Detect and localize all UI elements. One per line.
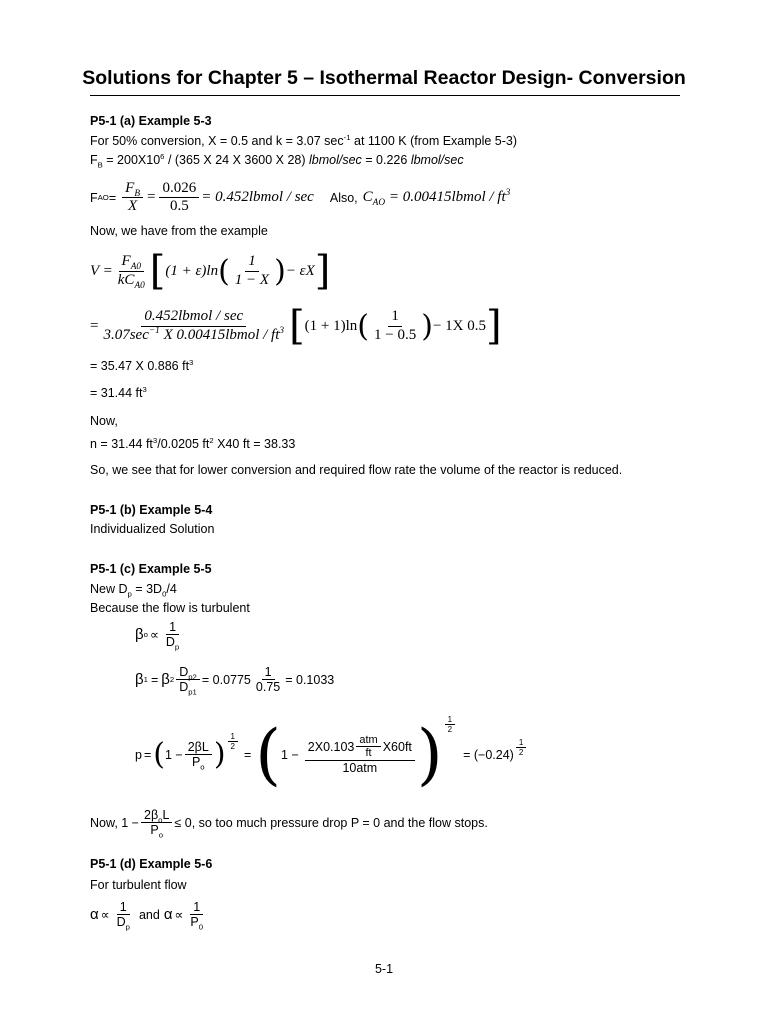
substituted-equation: = $\frac{\text{0.452lbmol / sec}}{3.07\sec^{-1} X 0.00415lbmol / ft^3}$ [ (1 + 1)ln ( $\frac{1}{1 - 0.5}$ ) − 1X 0.5 ] bbox=[90, 303, 502, 349]
p1a-now-example: Now, we have from the example bbox=[90, 224, 268, 238]
n-calculation: n = 31.44 $ft^3/0.0205$ $ft^2$ X40 ft = 38.33 bbox=[90, 435, 296, 451]
p1d-text: For turbulent flow bbox=[90, 878, 187, 892]
p1c-now-condition: Now, 1 − $\frac{2\beta_oL}{P_o}$ ≤ 0 , so too much pressure drop P = 0 and the flow stops. bbox=[90, 808, 488, 840]
result-line-2: = 31.44 $ft^3$ bbox=[90, 384, 147, 400]
page-title: Solutions for Chapter 5 – Isothermal Reactor Design- Conversion bbox=[82, 67, 686, 89]
p1b-text: Individualized Solution bbox=[90, 522, 215, 536]
beta1-equation: β 1 = β 2 $\frac{D_{p2}}{D_{p1}}$ = 0.0775 $\frac{1}{0.75}$ = 0.1033 bbox=[135, 665, 335, 697]
page-number: 5-1 bbox=[374, 962, 394, 976]
p1a-line1: For 50% conversion, X = 0.5 and k = 3.07 $\sec^{-1}$ at 1100 K (from Example 5-3) bbox=[90, 132, 518, 148]
volume-equation: V = $\frac{F_{A0}}{kC_{A0}}$ [ (1 + ε)ln ( $\frac{1}{1 - X}$ ) − εX ] bbox=[90, 248, 331, 294]
p1a-line2: $F_B = 200X10^6 / (365$ X 24 X 3600 X 28) lbmol/sec = 0.226 lbmol/sec bbox=[90, 151, 464, 170]
heading-p5-1b: P5-1 (b) Example 5-4 bbox=[90, 503, 213, 517]
heading-p5-1c: P5-1 (c) Example 5-5 bbox=[90, 562, 212, 576]
result-line-1: = 35.47 X 0.886 $ft^3$ bbox=[90, 357, 194, 373]
beta0-proportional: β o ∝ $\frac{1}{D_p}$ bbox=[135, 620, 180, 652]
p1c-line2: Because the flow is turbulent bbox=[90, 601, 250, 615]
alpha-proportional: α ∝ $\frac{1}{D_p}$ and α ∝ $\frac{1}{P_0}$ bbox=[90, 900, 204, 932]
p1a-conclusion: So, we see that for lower conversion and required flow rate the volume of the reactor is reduced. bbox=[90, 463, 623, 477]
fao-equation: F AO = $\frac{F_B}{X}$ = $\frac{0.026}{0.5}$ = 0.452lbmol / sec Also, $C_{AO}$ = 0.00415lbmol / $ft^3$ bbox=[90, 180, 511, 215]
title-rule bbox=[90, 95, 680, 96]
now-line: Now, bbox=[90, 414, 118, 428]
heading-p5-1a: P5-1 (a) Example 5-3 bbox=[90, 114, 212, 128]
heading-p5-1d: P5-1 (d) Example 5-6 bbox=[90, 857, 213, 871]
pressure-equation: p = ( 1 − $\frac{2\beta L}{P_o}$ ) $\frac{1}{2}$ = ( 1 − 2X0.103 $\frac{\text{atm}}{ft}$ X60ft 10atm ) $\frac{1}{2}$ = (−0.24) $\frac{1}{2}$ bbox=[135, 716, 528, 793]
p1c-line1: New $D_p = 3D_0/4$ bbox=[90, 582, 177, 599]
